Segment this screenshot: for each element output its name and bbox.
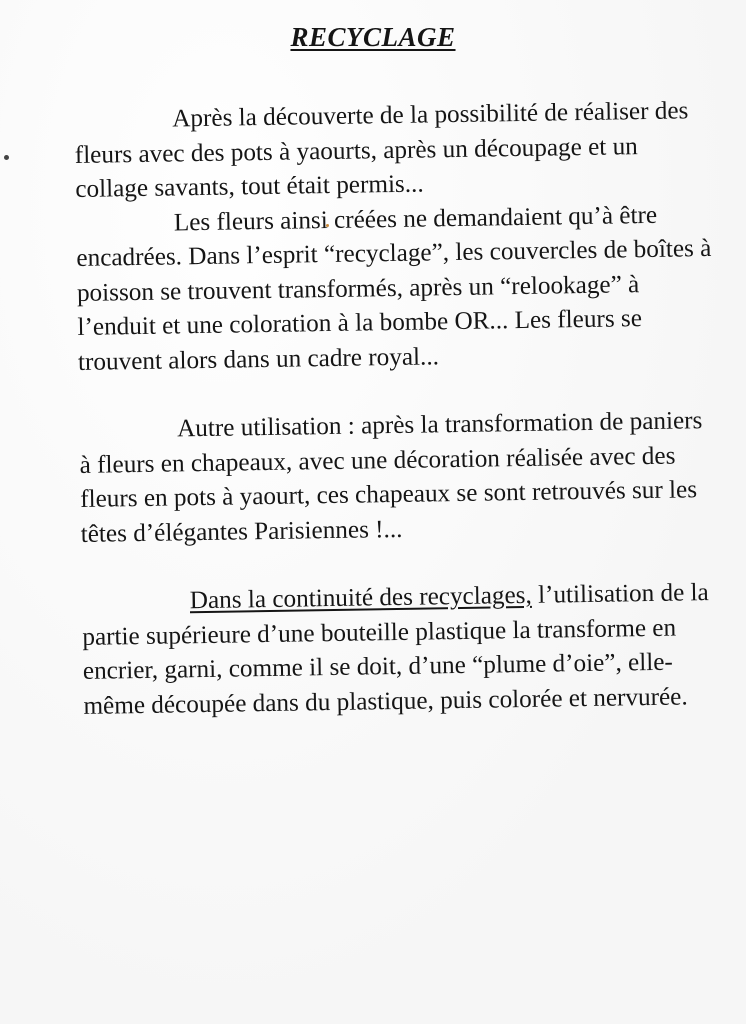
document-body xyxy=(74,94,724,724)
paragraph-4-text: l’utilisation de la partie supérieure d’une bouteille plastique la transforme en encrier, garni, comme il se doit, d’une “plume d’oie”, elle-même découpée dans du plastique, puis colorée et nervurée. xyxy=(82,579,709,720)
paragraph-4-heading: Dans la continuité des recyclages, xyxy=(189,581,532,615)
paragraph-3: Autre utilisation : après la transformation de paniers à fleurs en chapeaux, avec une décoration réalisée avec des fleurs en pots à yaourt, ces chapeaux se sont retrouvés sur les têtes d’élégantes Parisiennes !... xyxy=(79,407,703,548)
document-title: RECYCLAGE xyxy=(290,22,456,52)
scan-speck xyxy=(4,155,9,160)
paragraph-4 xyxy=(82,576,724,724)
paragraph-2: Les fleurs ainsi créées ne demandaient qu’à être encadrées. Dans l’esprit “recyclage”, les couvercles de boîtes à poisson se trouvent transformés, après un “relookage” à l’enduit et une coloration à la bombe OR... Les fleurs se trouvent alors dans un cadre royal... xyxy=(76,201,712,376)
paragraph-1: Après la découverte de la possibilité de réaliser des fleurs avec des pots à yaourts, après un découpage et un collage savants, tout était permis... xyxy=(74,97,689,203)
